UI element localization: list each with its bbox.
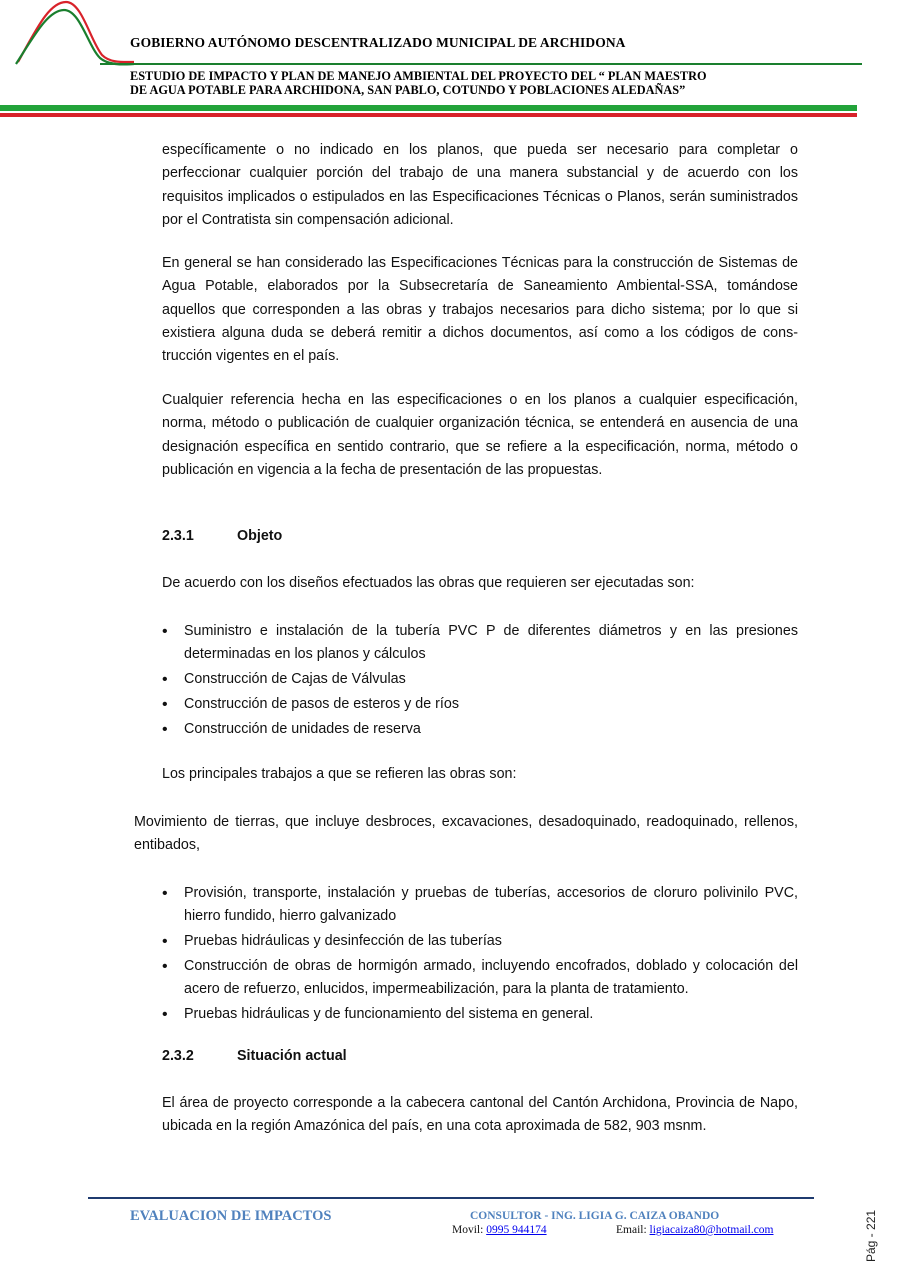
list-item: • Pruebas hidráulicas y desinfección de las tuberías xyxy=(162,930,798,953)
footer-contact xyxy=(452,1224,792,1236)
paragraph-5: Los principales trabajos a que se refieren las obras son: xyxy=(162,766,517,782)
paragraph-7: El área de proyecto corresponde a la cabecera cantonal del Cantón Archidona, Provincia de Napo, ubicada en la región Amazónica del país, en una cota aproximada de 582, 903 msnm. xyxy=(162,1095,798,1135)
paragraph-6: Movimiento de tierras, que incluye desbroces, excavaciones, desadoquinado, readoquinado, rellenos, entibados, xyxy=(134,814,798,854)
paragraph-2: En general se han considerado las Especificaciones Técnicas para la construcción de Sistemas de Agua Potable, elaborados por la Subsecretaría de Saneamiento Ambiental-SSA, tomándose aquellos que corresponden a las obras y trabajos necesarios para dicho sistema; por lo que si existiera alguna duda se deberá remitir a dichos documentos, así como a los códigos de cons-trucción vigentes en el país. xyxy=(162,255,798,365)
header-divider xyxy=(100,63,862,65)
list-item: • Construcción de unidades de reserva xyxy=(162,718,798,741)
list-item: • Construcción de Cajas de Válvulas xyxy=(162,668,798,691)
list-item: • Pruebas hidráulicas y de funcionamiento del sistema en general. xyxy=(162,1003,798,1026)
header-band-red xyxy=(0,113,857,117)
section-number: 2.3.1 xyxy=(162,528,194,544)
list-item: • Suministro e instalación de la tubería PVC P de diferentes diámetros y en las presiones determinadas en los planos y cálculos xyxy=(162,620,798,667)
study-title-line2: DE AGUA POTABLE PARA ARCHIDONA, SAN PABLO, COTUNDO Y POBLACIONES ALEDAÑAS” xyxy=(130,83,686,97)
section-title: Objeto xyxy=(237,528,283,544)
list-item: • Construcción de pasos de esteros y de ríos xyxy=(162,693,798,716)
email-label: Email: xyxy=(616,1224,647,1236)
header-band-green xyxy=(0,105,857,111)
phone-link[interactable]: 0995 944174 xyxy=(486,1224,547,1236)
paragraph-4: De acuerdo con los diseños efectuados las obras que requieren ser ejecutadas son: xyxy=(162,575,695,591)
list-item: • Provisión, transporte, instalación y pruebas de tuberías, accesorios de cloruro polivinilo PVC, hierro fundido, hierro galvanizado xyxy=(162,882,798,929)
footer-divider xyxy=(88,1197,814,1199)
footer-consultant: CONSULTOR - ING. LIGIA G. CAIZA OBANDO xyxy=(470,1210,720,1222)
section-heading-situacion xyxy=(162,1045,347,1068)
email-link[interactable]: ligiacaiza80@hotmail.com xyxy=(649,1224,774,1236)
page-number: Pág - 221 xyxy=(864,1209,878,1262)
wave-logo-icon xyxy=(14,0,134,70)
phone-label: Movil: xyxy=(452,1224,484,1236)
study-title xyxy=(130,69,830,97)
org-title: GOBIERNO AUTÓNOMO DESCENTRALIZADO MUNICIPAL DE ARCHIDONA xyxy=(130,35,626,50)
paragraph-1: específicamente o no indicado en los planos, que pueda ser necesario para completar o perfeccionar cualquier porción del trabajo de una manera substancial y de acuerdo con los requisitos implicados o estipulados en las Especificaciones Técnicas o Planos, serán suministrados por el Contratista sin compensación adicional. xyxy=(162,142,798,228)
works-list xyxy=(162,620,798,742)
list-item: • Construcción de obras de hormigón armado, incluyendo encofrados, doblado y colocación del acero de refuerzo, enlucidos, impermeabilización, para la planta de tratamiento. xyxy=(162,955,798,1002)
main-tasks-list xyxy=(162,882,798,1028)
paragraph-3: Cualquier referencia hecha en las especificaciones o en los planos a cualquier especificación, norma, método o publicación de cualquier organización técnica, se entenderá en ausencia de una designación específica en sentido contrario, que se refiere a la especificación, norma, método o publicación en vigencia a la fecha de presentación de las propuestas. xyxy=(162,392,798,478)
section-number: 2.3.2 xyxy=(162,1048,194,1064)
footer-section-label: EVALUACION DE IMPACTOS xyxy=(130,1208,332,1224)
section-title: Situación actual xyxy=(237,1048,347,1064)
study-title-line1: ESTUDIO DE IMPACTO Y PLAN DE MANEJO AMBIENTAL DEL PROYECTO DEL “ PLAN MAESTRO xyxy=(130,69,707,83)
section-heading-objeto xyxy=(162,525,282,548)
